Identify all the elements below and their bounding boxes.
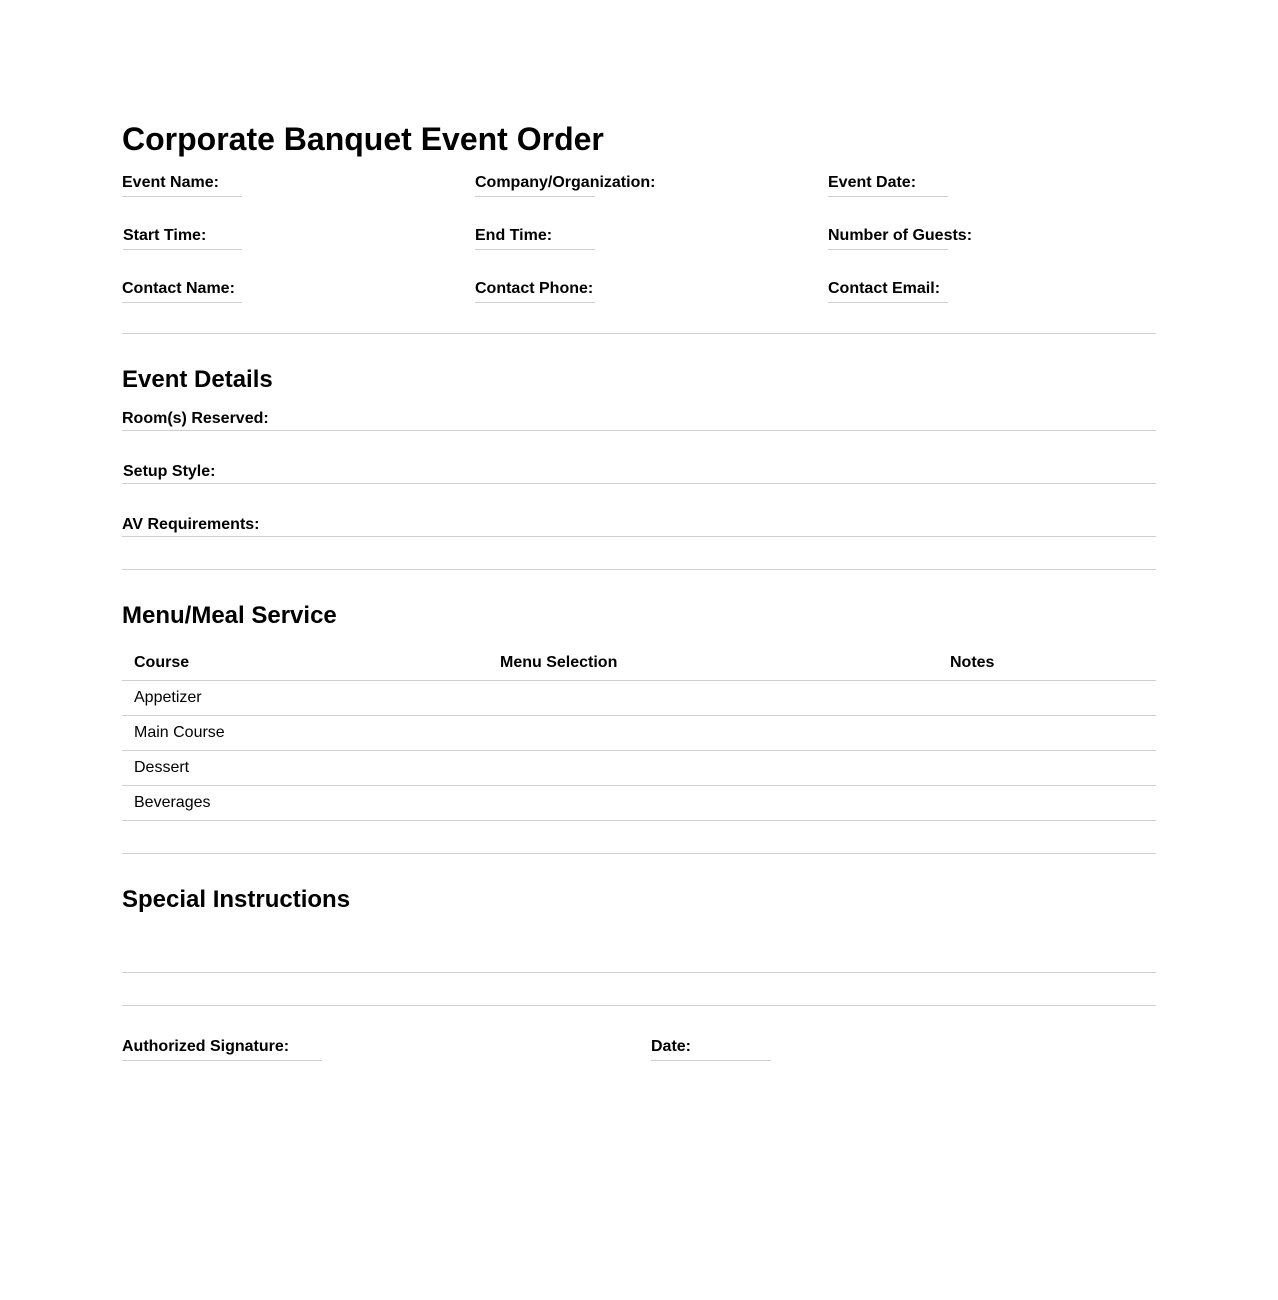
contact-name-label: Contact Name:	[122, 280, 235, 297]
start-time-line	[123, 249, 242, 250]
av-requirements-line	[122, 536, 1156, 537]
special-instructions-line	[122, 972, 1156, 973]
av-requirements-label: AV Requirements:	[122, 516, 260, 533]
section-divider	[122, 333, 1156, 334]
number-of-guests-line	[828, 249, 948, 250]
contact-email-field[interactable]	[828, 279, 940, 299]
event-date-field[interactable]	[828, 173, 916, 193]
rooms-reserved-line	[122, 430, 1156, 431]
company-label: Company/Organization:	[475, 174, 656, 191]
setup-style-line	[122, 483, 1156, 484]
setup-style-label: Setup Style:	[123, 463, 216, 480]
end-time-line	[475, 249, 595, 250]
event-date-label: Event Date:	[828, 174, 917, 191]
contact-phone-field[interactable]	[475, 279, 593, 299]
contact-name-field[interactable]	[122, 279, 235, 299]
start-time-field[interactable]	[123, 226, 206, 246]
authorized-signature-field[interactable]	[122, 1037, 289, 1057]
end-time-label: End Time:	[475, 227, 553, 244]
authorized-signature-line	[122, 1060, 322, 1061]
event-details-heading: Event Details	[122, 366, 273, 393]
menu-heading: Menu/Meal Service	[122, 602, 337, 629]
page-title: Corporate Banquet Event Order	[122, 121, 604, 157]
course-cell: Appetizer	[134, 689, 202, 706]
table-header-border	[122, 680, 1156, 681]
rooms-reserved-label: Room(s) Reserved:	[122, 410, 269, 427]
section-divider	[122, 853, 1156, 854]
number-of-guests-field[interactable]	[828, 226, 972, 246]
company-field[interactable]	[475, 173, 655, 193]
event-date-line	[828, 196, 948, 197]
contact-email-line	[828, 302, 948, 303]
start-time-label: Start Time:	[123, 227, 207, 244]
end-time-field[interactable]	[475, 226, 552, 246]
column-header-notes: Notes	[950, 654, 995, 671]
av-requirements-field[interactable]	[122, 515, 260, 535]
row-border	[122, 820, 1156, 821]
column-header-menu-selection: Menu Selection	[500, 654, 618, 671]
rooms-reserved-field[interactable]	[122, 409, 269, 429]
course-cell: Main Course	[134, 724, 225, 741]
event-name-label: Event Name:	[122, 174, 219, 191]
special-instructions-area[interactable]	[122, 918, 1156, 972]
contact-phone-line	[475, 302, 595, 303]
column-header-course: Course	[134, 654, 190, 671]
setup-style-field[interactable]	[123, 462, 215, 482]
signature-date-field[interactable]	[651, 1037, 691, 1057]
special-instructions-heading: Special Instructions	[122, 886, 351, 913]
event-name-line	[122, 196, 242, 197]
number-of-guests-label: Number of Guests:	[828, 227, 973, 244]
section-divider	[122, 1005, 1156, 1006]
authorized-signature-label: Authorized Signature:	[122, 1038, 290, 1055]
course-cell: Dessert	[134, 759, 190, 776]
contact-name-line	[122, 302, 242, 303]
contact-phone-label: Contact Phone:	[475, 280, 594, 297]
signature-date-label: Date:	[651, 1038, 692, 1055]
event-name-field[interactable]	[122, 173, 219, 193]
course-cell: Beverages	[134, 794, 211, 811]
company-line	[475, 196, 595, 197]
contact-email-label: Contact Email:	[828, 280, 941, 297]
signature-date-line	[651, 1060, 771, 1061]
section-divider	[122, 569, 1156, 570]
row-border	[122, 785, 1156, 786]
row-border	[122, 750, 1156, 751]
row-border	[122, 715, 1156, 716]
